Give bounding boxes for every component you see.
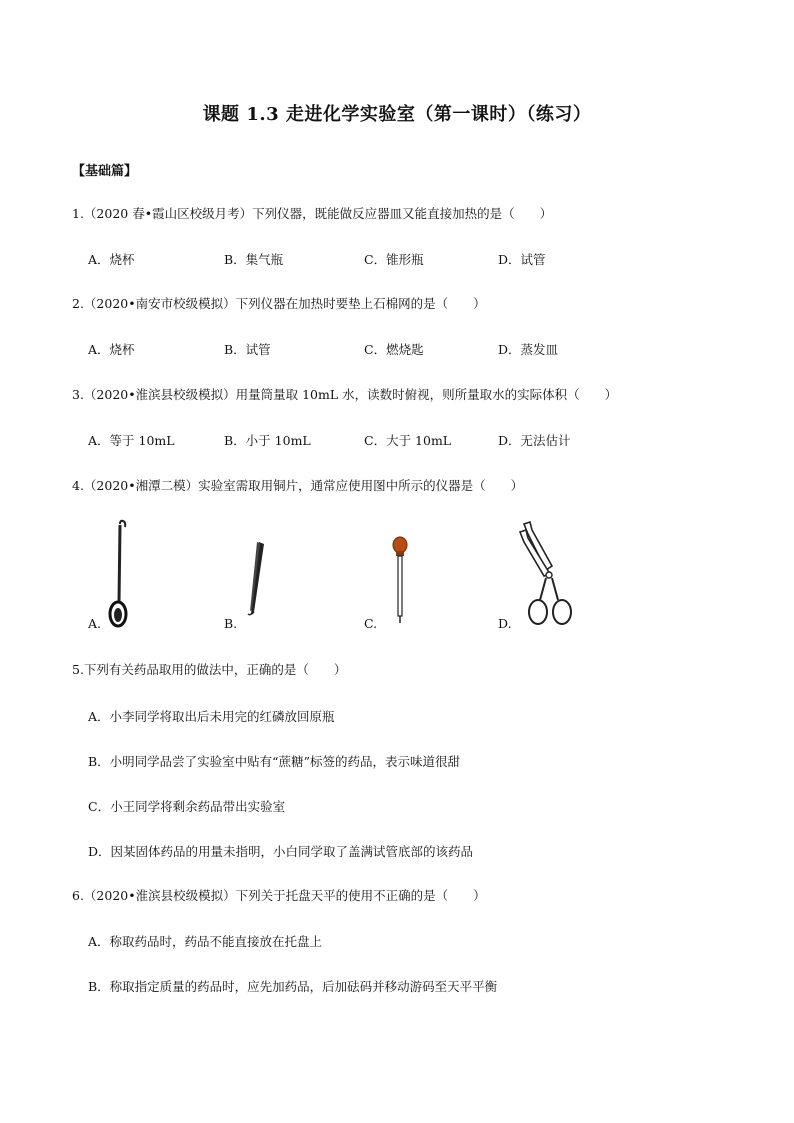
question-6-stem: 6.（2020•淮滨县校级模拟）下列关于托盘天平的使用不正确的是（ ）	[72, 888, 486, 903]
question-5-option-b: B．小明同学品尝了实验室中贴有“蔗糖”标签的药品，表示味道很甜	[88, 754, 460, 769]
question-2-option-b: B．试管	[224, 342, 271, 357]
question-2-option-d: D．蒸发皿	[498, 342, 559, 357]
page-title: 课题 1.3 走进化学实验室（第一课时）（练习）	[202, 104, 592, 125]
question-1-option-d: D．试管	[498, 252, 546, 267]
crucible-tongs-icon	[516, 520, 580, 628]
question-2-option-a: A．烧杯	[88, 342, 135, 357]
question-4-option-b: B.	[224, 616, 238, 631]
question-1-option-a: A．烧杯	[88, 252, 135, 267]
question-2-option-c: C．燃烧匙	[364, 342, 424, 357]
combustion-spoon-icon	[104, 520, 134, 630]
question-3-option-a: A．等于 10mL	[88, 433, 175, 448]
dropper-icon	[388, 535, 412, 625]
question-1-stem: 1.（2020 春•霞山区校级月考）下列仪器，既能做反应器皿又能直接加热的是（ ）	[72, 206, 553, 221]
question-4-option-d: D.	[498, 616, 512, 631]
question-5-option-a: A．小李同学将取出后未用完的红磷放回原瓶	[88, 709, 335, 724]
question-2-stem: 2.（2020•南安市校级模拟）下列仪器在加热时要垫上石棉网的是（ ）	[72, 296, 486, 311]
question-3-option-c: C．大于 10mL	[364, 433, 452, 448]
question-4-stem: 4.（2020•湘潭二模）实验室需取用铜片，通常应使用图中所示的仪器是（ ）	[72, 478, 524, 493]
question-3-option-b: B．小于 10mL	[224, 433, 311, 448]
question-3-option-d: D．无法估计	[498, 433, 571, 448]
question-4-option-c: C.	[364, 616, 378, 631]
question-5-option-c: C．小王同学将剩余药品带出实验室	[88, 799, 286, 814]
tweezers-icon	[244, 540, 268, 620]
question-4-option-a: A.	[88, 616, 102, 631]
question-5-option-d: D．因某固体药品的用量未指明，小白同学取了盖满试管底部的该药品	[88, 844, 474, 859]
question-1-option-b: B．集气瓶	[224, 252, 284, 267]
question-6-option-a: A．称取药品时，药品不能直接放在托盘上	[88, 934, 323, 949]
question-5-stem: 5.下列有关药品取用的做法中，正确的是（ ）	[72, 662, 347, 677]
question-1-option-c: C．锥形瓶	[364, 252, 424, 267]
section-heading: 【基础篇】	[72, 164, 138, 179]
question-6-option-b: B．称取指定质量的药品时，应先加药品，后加砝码并移动游码至天平平衡	[88, 979, 498, 994]
question-3-stem: 3.（2020•淮滨县校级模拟）用量筒量取 10mL 水，读数时俯视，则所量取水的实际体积（ ）	[72, 387, 618, 402]
